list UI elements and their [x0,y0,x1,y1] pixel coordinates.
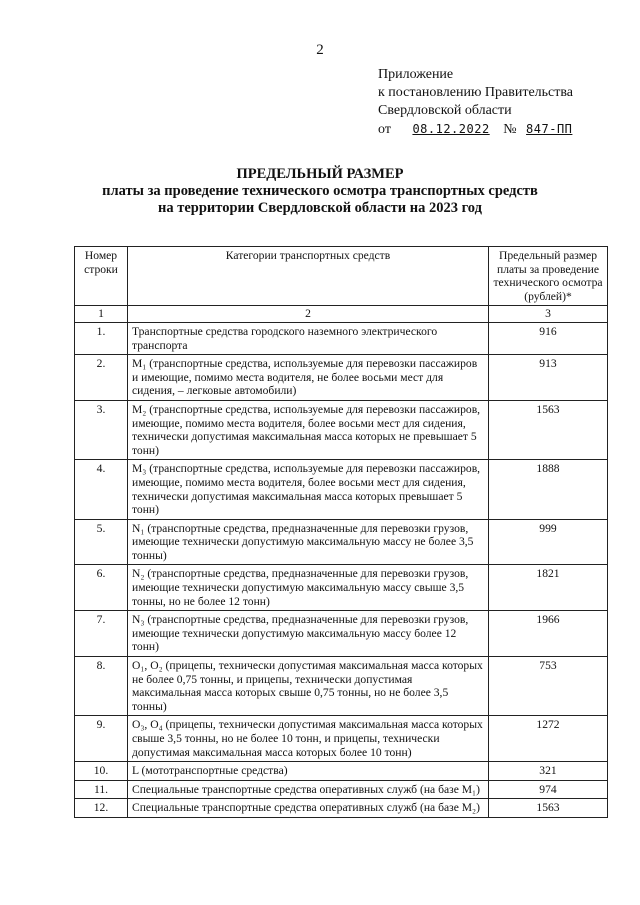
row-fee: 974 [489,780,608,799]
resolution-date: 08.12.2022 [412,122,490,136]
row-number: 10. [75,762,128,781]
row-fee: 1563 [489,400,608,459]
table-row [75,657,608,716]
row-fee: 1966 [489,611,608,657]
row-category: N₁ (транспортные средства, предназначенные для перевозки грузов, имеющие технически допустимую максимальную массу не более 3,5 тонны) [128,519,489,565]
row-category: N₂ (транспортные средства, предназначенные для перевозки грузов, имеющие технически допустимую максимальную массу свыше 3,5 тонны, но не более 12 тонн) [128,565,489,611]
row-category: O₃, O₄ (прицепы, технически допустимая максимальная масса которых свыше 3,5 тонны, но не более 10 тонн, и прицепы, технически допустимая максимальная масса которых более 10 тонн) [128,716,489,762]
row-number: 12. [75,799,128,818]
row-category: M₃ (транспортные средства, используемые для перевозки пассажиров, имеющие, помимо места водителя, более восьми мест для сидения, технически допустимая максимальная масса которых превышает 5 тонн) [128,460,489,519]
row-fee: 1563 [489,799,608,818]
row-fee: 916 [489,322,608,354]
table-row [75,799,608,818]
column-number: 3 [489,306,608,323]
row-fee: 1821 [489,565,608,611]
row-category: O₁, O₂ (прицепы, технически допустимая максимальная масса которых не более 0,75 тонны, и прицепы, технически допустимая максимальная масса которых свыше 0,75 тонны, но не более 3,5 тонны) [128,657,489,716]
title-line-1: ПРЕДЕЛЬНЫЙ РАЗМЕР [236,166,404,182]
column-number: 2 [128,306,489,323]
table-row [75,519,608,565]
row-number: 9. [75,716,128,762]
row-number: 3. [75,400,128,459]
document-title [0,166,640,217]
header-category: Категории транспортных средств [128,247,489,306]
table-row [75,780,608,799]
row-category: L (мототранспортные средства) [128,762,489,781]
table-row [75,611,608,657]
row-fee: 321 [489,762,608,781]
row-number: 2. [75,355,128,401]
row-fee: 753 [489,657,608,716]
page-number: 2 [316,42,324,58]
header-row-number: Номер строки [75,247,128,306]
table-row [75,355,608,401]
row-category: N₃ (транспортные средства, предназначенные для перевозки грузов, имеющие технически допустимую максимальную массу более 12 тонн) [128,611,489,657]
row-fee: 913 [489,355,608,401]
table-row [75,460,608,519]
appendix-block [378,66,578,139]
row-category: Транспортные средства городского наземного электрического транспорта [128,322,489,354]
fees-table [74,246,608,818]
table-row [75,322,608,354]
column-number-row [75,306,608,323]
table-header-row [75,247,608,306]
table-row [75,565,608,611]
row-number: 5. [75,519,128,565]
row-fee: 1888 [489,460,608,519]
row-category: M₂ (транспортные средства, используемые для перевозки пассажиров, имеющие, помимо места водителя, более восьми мест для сидения, технически допустимая максимальная масса которых не превышает 5 тонн) [128,400,489,459]
row-number: 11. [75,780,128,799]
table-row [75,716,608,762]
resolution-number: 847-ПП [526,122,573,136]
appendix-line-1: Приложение [378,67,454,82]
appendix-line-3: Свердловской области [378,103,512,118]
title-line-2: платы за проведение технического осмотра транспортных средств [102,183,538,199]
row-fee: 1272 [489,716,608,762]
column-number: 1 [75,306,128,323]
row-number: 4. [75,460,128,519]
table-row [75,762,608,781]
appendix-line-2: к постановлению Правительства [378,85,574,100]
appendix-dateline [378,120,578,139]
row-category: Специальные транспортные средства оперативных служб (на базе M₁) [128,780,489,799]
title-line-3: на территории Свердловской области на 2023 год [158,200,482,216]
number-label: № [503,122,517,137]
header-fee: Предельный размер платы за проведение технического осмотра (рублей)* [489,247,608,306]
table-row [75,400,608,459]
row-number: 1. [75,322,128,354]
row-category: M₁ (транспортные средства, используемые для перевозки пассажиров и имеющие, помимо места водителя, не более восьми мест для сидения, – легковые автомобили) [128,355,489,401]
row-number: 6. [75,565,128,611]
row-number: 8. [75,657,128,716]
row-category: Специальные транспортные средства оперативных служб (на базе M₂) [128,799,489,818]
from-label: от [378,122,391,137]
row-number: 7. [75,611,128,657]
row-fee: 999 [489,519,608,565]
